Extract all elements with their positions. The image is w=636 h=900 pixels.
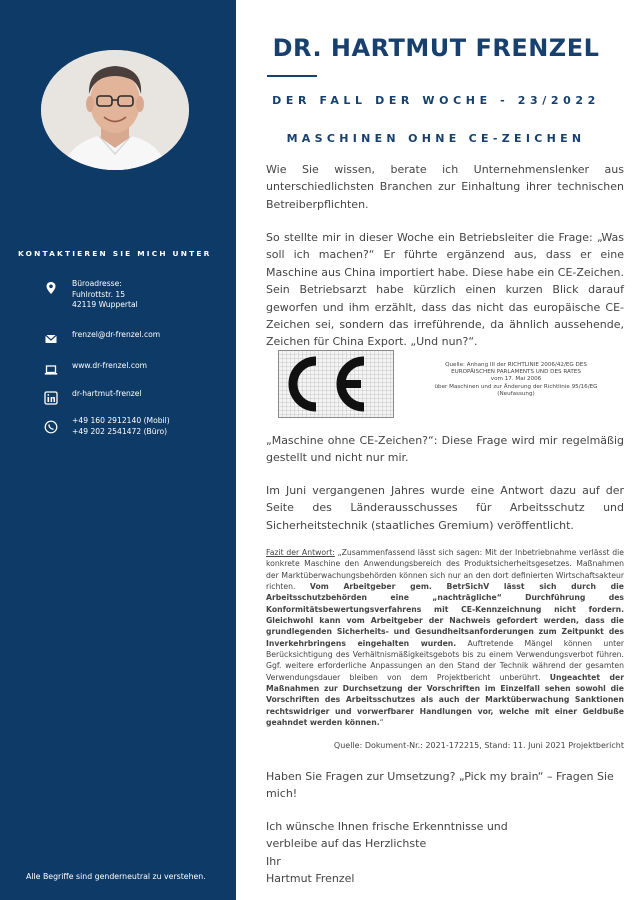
closing-question: Haben Sie Fragen zur Umsetzung? „Pick my brain“ – Fragen Sie mich! (266, 770, 614, 801)
series-subtitle: DER FALL DER WOCHE - 23/2022 (272, 94, 600, 107)
sidebar (0, 0, 236, 900)
ce-mark-figure (278, 350, 394, 418)
fazit-quote (266, 547, 624, 729)
email-link[interactable]: frenzel@dr-frenzel.com (72, 330, 161, 339)
address-city: 42119 Wuppertal (72, 300, 138, 309)
fazit-label: Fazit der Antwort: (266, 548, 335, 557)
location-pin-icon (44, 280, 58, 294)
linkedin-link[interactable]: dr-hartmut-frenzel (72, 389, 142, 398)
fazit-text: Auftretende Mängel können unter Berücksichtigung des Verhältnismäßigkeitsgebots bis zu einem Verwendungsverbot führen. Ggf. weitere erforderliche Anpassungen an den Stand der Technik während der gesamten Verwendungsdauer bleiben von dem Projektbericht unberührt. (266, 638, 624, 682)
paragraph-publication: Im Juni vergangenen Jahres wurde eine Antwort dazu auf der Seite des Länderausschusses für Arbeitsschutz und Sicherheitstechnik (staatliches Gremium) veröffentlicht. (266, 484, 624, 532)
phone-mobile[interactable]: +49 160 2912140 (Mobil) (72, 416, 170, 425)
website-link[interactable]: www.dr-frenzel.com (72, 361, 148, 370)
email-icon (44, 331, 58, 345)
source-line: vom 17. Mai 2006 (490, 376, 542, 383)
fazit-text: „Zusammenfassend lässt sich sagen: Mit der Inbetriebnahme verlässt die konkrete Maschine den Anwendungsbereich des Produktsicherheitsgesetzes. Maßnahmen der Marktüberwachungsbehörden können sich nur an den dort definierten Wirtschaftsakteur richten. (266, 548, 625, 592)
paragraph-frequent-question: „Maschine ohne CE-Zeichen?“: Diese Frage wird mir regelmäßig gestellt und nicht nur mir. (266, 434, 624, 465)
phone-icon (44, 419, 58, 433)
address-street: Fuhlrottstr. 15 (72, 289, 126, 299)
closing-line: Ich wünsche Ihnen frische Erkenntnisse und (266, 820, 508, 833)
source-line: Quelle: Anhang III der RICHTLINIE 2006/42/EG DES (445, 362, 587, 368)
paragraph-intro: Wie Sie wissen, berate ich Unternehmenslenker aus unterschiedlichsten Branchen zur Einhaltung ihrer technischen Betreiberpflichten. (266, 163, 624, 211)
page-title: DR. HARTMUT FRENZEL (272, 34, 600, 62)
phone-office[interactable]: +49 202 2541472 (Büro) (72, 426, 168, 436)
contact-heading: KONTAKTIEREN SIE MICH UNTER (18, 249, 212, 258)
closing-line: Ihr (266, 854, 281, 868)
fazit-text: “ (379, 718, 384, 728)
signature: Hartmut Frenzel (266, 872, 355, 886)
paragraph-question: So stellte mir in dieser Woche ein Betriebsleiter die Frage: „Was soll ich machen?“ Er führte ergänzend aus, dass er eine Maschine aus China importiert habe. Diese habe ein CE-Zeichen. Sein Betriebsarzt habe kürzlich einen kurzen Blick darauf geworfen und ihm erzählt, dass das nicht das europäische CE-Zeichen sei, sondern das irreführende, da ähnlich aussehende, Zeichen für China Export. „Und nun?“. (266, 231, 624, 349)
source-line: (Neufassung) (497, 390, 535, 397)
gender-footnote: Alle Begriffe sind genderneutral zu verstehen. (26, 872, 206, 881)
section-title: MASCHINEN OHNE CE-ZEICHEN (286, 132, 586, 145)
source-line: EUROPÄISCHEN PARLAMENTS UND DES RATES (451, 369, 581, 376)
avatar (41, 50, 189, 170)
main-content (236, 0, 636, 900)
address-label: Büroadresse: (72, 279, 122, 288)
title-divider (267, 75, 317, 77)
closing-line: verbleibe auf das Herzlichste (266, 837, 427, 851)
laptop-icon (44, 362, 58, 376)
portrait-image (41, 50, 189, 170)
quote-source: Quelle: Dokument-Nr.: 2021-172215, Stand: 11. Juni 2021 Projektbericht (333, 741, 624, 750)
fazit-bold-text: Vom Arbeitgeber gem. BetrSichV lässt sich durch die Arbeitsschutzbehörden eine „nachträgliche“ Durchführung des Konformitätsbewertungsverfahrens mit CE-Kennzeichnung nicht fordern. Gleichwohl kann vom Arbeitgeber der Nachweis gefordert werden, dass die grundlegenden Sicherheits- und Gesundheitsanforderungen zum Zeitpunkt des Inverkehrbringens eingehalten wurden. (266, 582, 624, 648)
figure-source (418, 362, 614, 398)
fazit-bold-text: Ungeachtet der Maßnahmen zur Durchsetzung der Vorschriften im Einzelfall sehen sowohl die Vorschriften des Arbeitsschutzes als auch der Marktüberwachung Sanktionen rechtswidriger und vorwerfbarer Handlungen vor, welche mit einer Geldbuße geahndet werden können. (266, 672, 624, 728)
source-line: über Maschinen und zur Änderung der Richtlinie 95/16/EG (434, 383, 598, 390)
closing-wishes (266, 818, 626, 888)
linkedin-icon (44, 390, 58, 404)
